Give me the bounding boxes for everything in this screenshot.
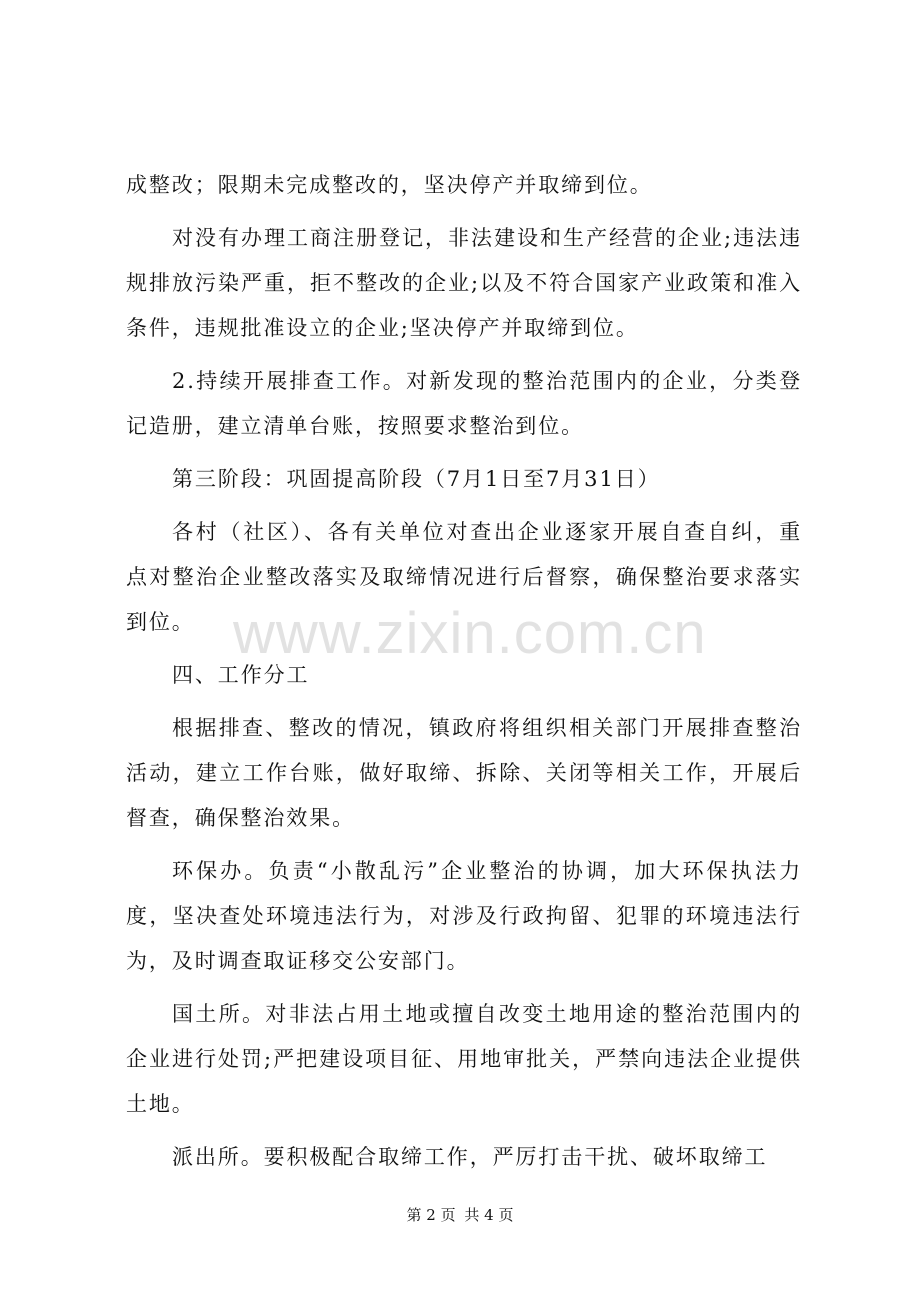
paragraph: 成整改；限期未完成整改的，坚决停产并取缔到位。 <box>126 173 653 197</box>
page-footer <box>0 1204 920 1225</box>
paragraph: 2.持续开展排查工作。对新发现的整治范围内的企业，分类登记造册，建立清单台账，按照要求整治到位。 <box>126 369 802 438</box>
paragraph: 四、工作分工 <box>172 663 310 687</box>
paragraph: 对没有办理工商注册登记，非法建设和生产经营的企业;违法违规排放污染严重，拒不整改的企业;以及不符合国家产业政策和准入条件，违规批准设立的企业;坚决停产并取缔到位。 <box>126 226 802 340</box>
document-body <box>126 163 802 1188</box>
paragraph: 环保办。负责“小散乱污”企业整治的协调，加大环保执法力度，坚决查处环境违法行为，对涉及行政拘留、犯罪的环境违法行为，及时调查取证移交公安部门。 <box>126 859 802 973</box>
paragraph: 第三阶段：巩固提高阶段（7月1日至7月31日） <box>172 467 661 491</box>
page-total: 共 4 页 <box>464 1206 514 1224</box>
paragraph: 国土所。对非法占用土地或擅自改变土地用途的整治范围内的企业进行处罚;严把建设项目征、用地审批关，严禁向违法企业提供土地。 <box>126 1002 802 1116</box>
paragraph: 各村（社区）、各有关单位对查出企业逐家开展自查自纠，重点对整治企业整改落实及取缔情况进行后督察，确保整治要求落实到位。 <box>126 520 802 634</box>
page-number: 第 2 页 <box>406 1206 456 1224</box>
watermark: www.zixin.com.cn <box>233 601 707 666</box>
paragraph: 派出所。要积极配合取缔工作，严厉打击干扰、破坏取缔工 <box>172 1145 768 1169</box>
paragraph: 根据排查、整改的情况，镇政府将组织相关部门开展排查整治活动，建立工作台账，做好取缔、拆除、关闭等相关工作，开展后督查，确保整治效果。 <box>126 716 802 830</box>
